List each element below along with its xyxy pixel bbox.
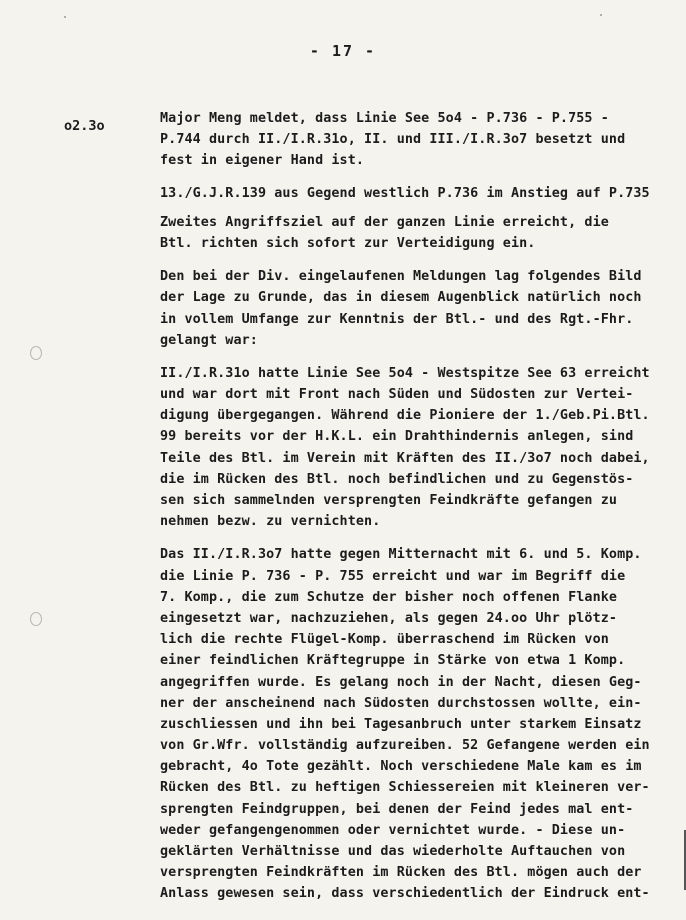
text-line: II./I.R.31o hatte Linie See 5o4 - Westspitze See 63 erreicht <box>160 365 650 381</box>
paragraph-13-gjr <box>160 183 676 204</box>
text-line: eingesetzt war, nachzuziehen, als gegen 24.oo Uhr plötz- <box>160 610 618 626</box>
text-line: Rücken des Btl. zu heftigen Schiessereien mit kleineren ver- <box>160 780 650 796</box>
text-line: die im Rücken des Btl. noch befindlichen und zu Gegenstös- <box>160 471 634 487</box>
text-line: 7. Komp., die zum Schutze der bisher noch offenen Flanke <box>160 589 618 605</box>
text-line: und war dort mit Front nach Süden und Südosten zur Vertei- <box>160 387 634 403</box>
text-line: versprengten Feindkräften im Rücken des Btl. mögen auch der <box>160 865 642 881</box>
text-line: Den bei der Div. eingelaufenen Meldungen lag folgendes Bild <box>160 269 642 285</box>
page-number: - 17 - <box>309 42 377 60</box>
text-line: 13./G.J.R.139 aus Gegend westlich P.736 im Anstieg auf P.735 <box>160 185 650 201</box>
text-line: zuschliessen und ihn bei Tagesanbruch unter starkem Einsatz <box>160 716 642 732</box>
text-line: sen sich sammelnden versprengten Feindkräfte gefangen zu <box>160 493 618 508</box>
text-line: P.744 durch II./I.R.31o, II. und III./I.R.3o7 besetzt und <box>160 132 626 148</box>
text-line: Btl. richten sich sofort zur Verteidigung ein. <box>160 235 536 251</box>
text-line: gelangt war: <box>160 332 258 348</box>
text-line: ner der anscheinend nach Südosten durchstossen wollte, ein- <box>160 695 642 711</box>
report-body <box>160 108 676 905</box>
punch-hole <box>30 612 42 626</box>
text-line: digung übergegangen. Während die Pioniere der 1./Geb.Pi.Btl. <box>160 408 650 424</box>
text-line: Major Meng meldet, dass Linie See 5o4 - P.736 - P.755 - <box>160 111 609 126</box>
text-line: angegriffen wurde. Es gelang noch in der Nacht, diesen Geg- <box>160 674 642 690</box>
text-line: 99 bereits vor der H.K.L. ein Drahthindernis anlegen, sind <box>160 429 634 445</box>
text-line: einer feindlichen Kräftegruppe in Stärke von etwa 1 Komp. <box>160 653 626 669</box>
text-line: fest in eigener Hand ist. <box>160 153 365 169</box>
text-line: nehmen bezw. zu vernichten. <box>160 514 381 530</box>
text-line: in vollem Umfange zur Kenntnis der Btl.- und des Rgt.-Fhr. <box>160 311 634 327</box>
paper-speck <box>64 16 66 18</box>
text-line: sprengten Feindgruppen, bei denen der Feind jedes mal ent- <box>160 801 634 817</box>
paragraph-second-objective <box>160 212 676 254</box>
text-line: gebracht, 4o Tote gezählt. Noch verschiedene Male kam es im <box>160 759 642 775</box>
text-line: lich die rechte Flügel-Komp. überraschend im Rücken von <box>160 632 609 648</box>
text-line: Anlass gewesen sein, dass verschiedentlich der Eindruck ent- <box>160 886 650 902</box>
paragraph-report-meng <box>160 108 676 172</box>
paper-speck <box>600 14 602 16</box>
paragraph-situation-picture <box>160 266 676 351</box>
text-line: geklärten Verhältnisse und das wiederholte Auftauchen von <box>160 844 626 859</box>
entry-timestamp: o2.3o <box>64 118 105 134</box>
text-line: die Linie P. 736 - P. 755 erreicht und war im Begriff die <box>160 568 626 584</box>
punch-hole <box>30 346 42 360</box>
text-line: Das II./I.R.3o7 hatte gegen Mitternacht mit 6. und 5. Komp. <box>160 547 642 563</box>
text-line: von Gr.Wfr. vollständig aufzureiben. 52 Gefangene werden ein <box>160 738 650 754</box>
text-line: Zweites Angriffsziel auf der ganzen Linie erreicht, die <box>160 214 609 230</box>
text-line: Teile des Btl. im Verein mit Kräften des II./3o7 noch dabei, <box>160 450 650 466</box>
paragraph-ii-ir307 <box>160 544 676 904</box>
text-line: weder gefangengenommen oder vernichtet wurde. - Diese un- <box>160 822 626 838</box>
text-line: der Lage zu Grunde, das in diesem Augenblick natürlich noch <box>160 290 642 306</box>
paragraph-ii-ir310 <box>160 363 676 533</box>
